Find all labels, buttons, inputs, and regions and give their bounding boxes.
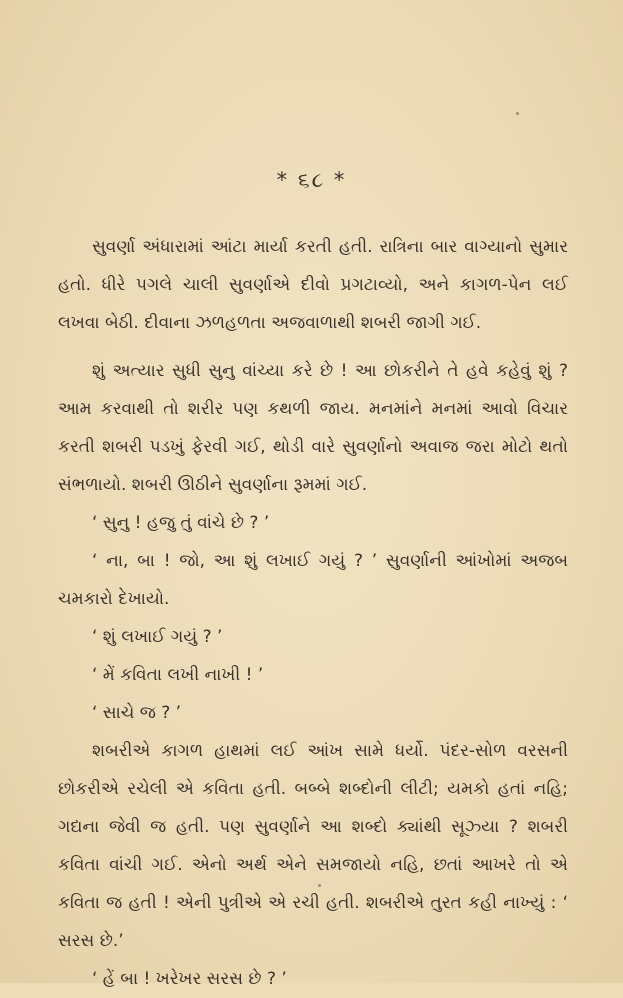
paragraph: સુવર્ણા અંધારામાં આંટા માર્યા કરતી હતી. રાત્રિના બાર વાગ્યાનો સુમાર હતો. ધીરે પગલે ચાલી સુવર્ણાએ દીવો પ્રગટાવ્યો, અને કાગળ-પેન લઈ લખવા બેઠી. દીવાના ઝળહળતા અજવાળાથી શબરી જાગી ગઈ.	[58, 237, 568, 333]
chapter-number: * ૬૮ *	[276, 168, 347, 192]
dialogue-line: ‘ મેં કવિતા લખી નાખી ! ’	[92, 665, 264, 685]
paragraph: ‘ ના, બા ! જો, આ શું લખાઈ ગયું ? ’ સુવર્ણાની આંખોમાં અજબ ચમકારો દેખાયો.	[58, 551, 568, 609]
paragraph: શબરીએ કાગળ હાથમાં લઈ આંખ સામે ધર્યો. પંદર-સોળ વરસની છોકરીએ રચેલી એ કવિતા હતી. બબ્બે શબ્દોની લીટી; યમકો હતાં નહિ; ગદ્યના જેવી જ હતી. પણ સુવર્ણાને આ શબ્દો ક્યાંથી સૂઝ્યા ? શબરી કવિતા વાંચી ગઈ. એનો અર્થ એને સમજાયો નહિ, છતાં આખરે તો એ કવિતા જ હતી ! એની પુત્રીએ એ રચી હતી. શબરીએ તુરત કહી નાખ્યું : ‘ સરસ છે.’	[58, 741, 568, 951]
paragraph: શું અત્યાર સુધી સુનુ વાંચ્યા કરે છે ! આ છોકરીને તે હવે કહેવું શું ? આમ કરવાથી તો શરીર પણ કથળી જાય. મનમાંને મનમાં આવો વિચાર કરતી શબરી પડખું ફેરવી ગઈ, થોડી વારે સુવર્ણાનો અવાજ જરા મોટો થતો સંભળાયો. શબરી ઊઠીને સુવર્ણાના રૂમમાં ગઈ.	[58, 361, 568, 495]
paper-speck	[516, 112, 519, 115]
dialogue-line: ‘ સાચે જ ? ’	[92, 703, 182, 723]
dialogue-line: ‘ શું લખાઈ ગયું ? ’	[92, 627, 223, 647]
page-body	[58, 228, 568, 998]
dialogue-line: ‘ સુનુ ! હજુ તું વાંચે છે ? ’	[92, 513, 270, 533]
dialogue-line: ‘ હેં બા ! ખરેખર સરસ છે ? ’	[92, 969, 287, 989]
